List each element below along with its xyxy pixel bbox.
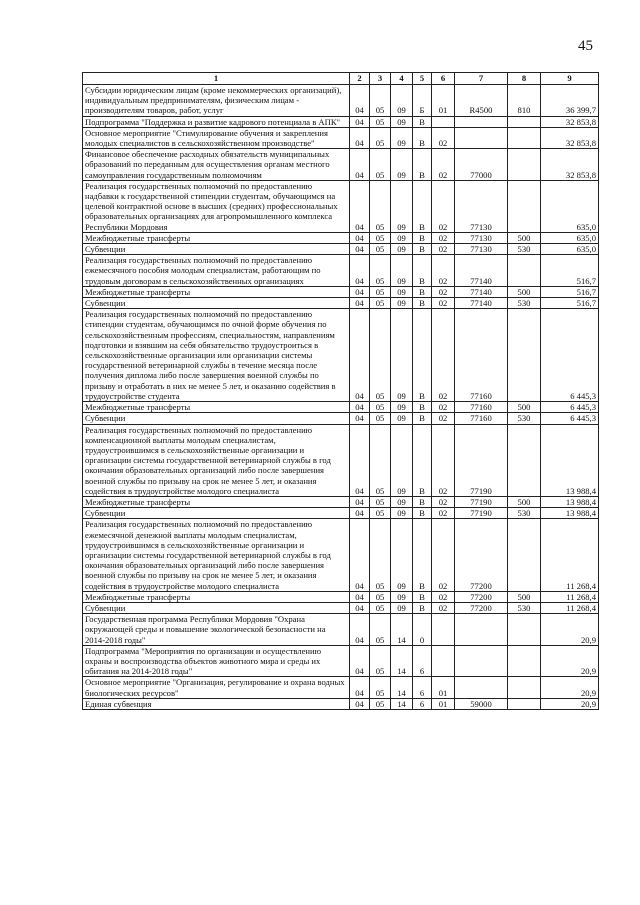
code-ministry: 04 — [350, 519, 370, 591]
code-event: 02 — [432, 180, 455, 232]
code-event: 02 — [432, 602, 455, 613]
code-program: В — [413, 286, 432, 297]
code-direction: 77190 — [455, 424, 508, 496]
code-expense-type — [508, 127, 541, 148]
row-name: Реализация государственных полномочий по предоставлению компенсационной выплаты молодым специалистам, трудоустроившимся в сельскохозяйственные организации и организации системы государственной ветеринарной службы в год окончания образовательных организаций либо после завершения военной службы по призыву на срок не менее 5 лет, и оказания содействия в трудоустройстве молодого специалиста — [83, 424, 350, 496]
row-name: Подпрограмма "Мероприятия по организации и осуществлению охраны и воспроизводства объектов животного мира и среды их обитания на 2014-2018 годы" — [83, 645, 350, 677]
code-direction: 77140 — [455, 298, 508, 309]
row-amount: 32 853,8 — [541, 149, 599, 181]
code-section: 05 — [370, 180, 391, 232]
code-section: 05 — [370, 614, 391, 646]
row-amount: 635,0 — [541, 244, 599, 255]
code-expense-type — [508, 614, 541, 646]
code-ministry: 04 — [350, 286, 370, 297]
code-expense-type: 500 — [508, 402, 541, 413]
code-section: 05 — [370, 677, 391, 698]
table-row — [83, 496, 599, 507]
code-event — [432, 645, 455, 677]
code-expense-type: 530 — [508, 244, 541, 255]
row-amount: 20,9 — [541, 645, 599, 677]
code-expense-type: 530 — [508, 508, 541, 519]
code-event: 02 — [432, 286, 455, 297]
row-name: Реализация государственных полномочий по предоставлению ежемесячного пособия молодым специалистам, работающим по трудовым договорам в сельскохозяйственных организациях — [83, 255, 350, 287]
code-event: 02 — [432, 255, 455, 287]
column-header: 4 — [391, 73, 413, 85]
row-amount: 6 445,3 — [541, 402, 599, 413]
code-direction: 77140 — [455, 286, 508, 297]
code-subsection: 09 — [391, 232, 413, 243]
code-subsection: 09 — [391, 149, 413, 181]
code-direction: 77200 — [455, 602, 508, 613]
code-expense-type: 810 — [508, 85, 541, 117]
code-direction: 77160 — [455, 402, 508, 413]
code-expense-type: 530 — [508, 298, 541, 309]
row-name: Межбюджетные трансферты — [83, 232, 350, 243]
code-program: В — [413, 402, 432, 413]
code-event — [432, 116, 455, 127]
column-header: 6 — [432, 73, 455, 85]
table-row — [83, 298, 599, 309]
code-expense-type — [508, 255, 541, 287]
table-row — [83, 413, 599, 424]
code-subsection: 09 — [391, 424, 413, 496]
code-direction: 59000 — [455, 698, 508, 709]
code-ministry: 04 — [350, 180, 370, 232]
table-row — [83, 424, 599, 496]
code-subsection: 09 — [391, 309, 413, 402]
code-subsection: 09 — [391, 286, 413, 297]
row-amount: 20,9 — [541, 698, 599, 709]
code-ministry: 04 — [350, 127, 370, 148]
code-ministry: 04 — [350, 496, 370, 507]
row-name: Субвенции — [83, 602, 350, 613]
table-row — [83, 591, 599, 602]
code-event: 01 — [432, 698, 455, 709]
column-header: 3 — [370, 73, 391, 85]
code-event: 02 — [432, 298, 455, 309]
code-event: 02 — [432, 591, 455, 602]
code-program: В — [413, 424, 432, 496]
row-amount: 516,7 — [541, 255, 599, 287]
code-ministry: 04 — [350, 232, 370, 243]
code-ministry: 04 — [350, 309, 370, 402]
row-amount: 32 853,8 — [541, 127, 599, 148]
code-expense-type: 500 — [508, 591, 541, 602]
code-section: 05 — [370, 591, 391, 602]
code-program: В — [413, 127, 432, 148]
row-name: Финансовое обеспечение расходных обязательств муниципальных образований по переданным для осуществления органам местного самоуправления государственным полномочиям — [83, 149, 350, 181]
row-name: Реализация государственных полномочий по предоставлению надбавки к государственной стипендии студентам, обучающимся на целевой контрактной основе в высших (средних) профессиональных образовательных организациях для агропромышленного комплекса Республики Мордовия — [83, 180, 350, 232]
row-amount: 20,9 — [541, 614, 599, 646]
page-number: 45 — [578, 38, 593, 54]
row-name: Реализация государственных полномочий по предоставлению ежемесячной денежной выплаты молодым специалистам, трудоустроившимся в сельскохозяйственные организации и организации системы государственной ветеринарной службы в год окончания образовательных организаций либо после завершения военной службы по призыву на срок не менее 5 лет, и оказания содействия в трудоустройстве молодого специалиста — [83, 519, 350, 591]
table-row — [83, 85, 599, 117]
table-row — [83, 698, 599, 709]
row-name: Субвенции — [83, 244, 350, 255]
code-section: 05 — [370, 424, 391, 496]
code-program: 0 — [413, 614, 432, 646]
code-subsection: 09 — [391, 508, 413, 519]
code-subsection: 09 — [391, 244, 413, 255]
code-subsection: 14 — [391, 677, 413, 698]
code-section: 05 — [370, 149, 391, 181]
code-section: 05 — [370, 244, 391, 255]
column-header: 5 — [413, 73, 432, 85]
row-amount: 13 988,4 — [541, 496, 599, 507]
column-header: 2 — [350, 73, 370, 85]
code-subsection: 14 — [391, 614, 413, 646]
code-direction — [455, 614, 508, 646]
table-row — [83, 645, 599, 677]
code-expense-type: 500 — [508, 232, 541, 243]
row-name: Единая субвенция — [83, 698, 350, 709]
code-ministry: 04 — [350, 298, 370, 309]
code-section: 05 — [370, 255, 391, 287]
code-section: 05 — [370, 127, 391, 148]
code-expense-type: 500 — [508, 496, 541, 507]
code-expense-type — [508, 698, 541, 709]
row-name: Субсидии юридическим лицам (кроме некоммерческих организаций), индивидуальным предпринимателям, физическим лицам - производителям товаров, работ, услуг — [83, 85, 350, 117]
code-subsection: 09 — [391, 402, 413, 413]
code-direction — [455, 127, 508, 148]
row-name: Межбюджетные трансферты — [83, 496, 350, 507]
code-expense-type — [508, 180, 541, 232]
row-name: Реализация государственных полномочий по предоставлению стипендии студентам, обучающимся по очной форме обучения по сельскохозяйственным профессиям, специальностям, направлениям подготовки и взявшим на себя обязательство трудоустроиться в сельскохозяйственные организации или организации системы государственной ветеринарной службы в течение месяца после получения диплома либо после завершения военной службы по призыву и отработать в них не менее 5 лет, и оказанию содействия в трудоустройстве студента — [83, 309, 350, 402]
table-row — [83, 286, 599, 297]
row-amount: 6 445,3 — [541, 413, 599, 424]
code-direction: 77130 — [455, 232, 508, 243]
code-event: 02 — [432, 149, 455, 181]
row-name: Основное мероприятие "Организация, регулирование и охрана водных биологических ресурсов" — [83, 677, 350, 698]
code-direction: 77130 — [455, 180, 508, 232]
code-direction — [455, 645, 508, 677]
code-subsection: 09 — [391, 85, 413, 117]
row-name: Межбюджетные трансферты — [83, 286, 350, 297]
code-event: 02 — [432, 402, 455, 413]
code-event: 02 — [432, 232, 455, 243]
column-header: 8 — [508, 73, 541, 85]
row-amount: 6 445,3 — [541, 309, 599, 402]
code-event: 02 — [432, 413, 455, 424]
code-section: 05 — [370, 116, 391, 127]
code-direction: 77160 — [455, 413, 508, 424]
code-event: 02 — [432, 496, 455, 507]
code-subsection: 14 — [391, 645, 413, 677]
code-section: 05 — [370, 298, 391, 309]
code-section: 05 — [370, 413, 391, 424]
row-name: Субвенции — [83, 508, 350, 519]
table-row — [83, 149, 599, 181]
code-direction: 77200 — [455, 519, 508, 591]
table-row — [83, 180, 599, 232]
code-section: 05 — [370, 232, 391, 243]
code-subsection: 09 — [391, 519, 413, 591]
row-amount: 13 988,4 — [541, 508, 599, 519]
row-amount: 11 268,4 — [541, 519, 599, 591]
code-ministry: 04 — [350, 413, 370, 424]
table-row — [83, 614, 599, 646]
row-amount: 516,7 — [541, 298, 599, 309]
code-program: В — [413, 496, 432, 507]
row-name: Субвенции — [83, 413, 350, 424]
code-ministry: 04 — [350, 402, 370, 413]
budget-table — [82, 72, 599, 710]
code-expense-type — [508, 116, 541, 127]
code-subsection: 09 — [391, 255, 413, 287]
code-event: 02 — [432, 127, 455, 148]
code-section: 05 — [370, 309, 391, 402]
code-expense-type — [508, 677, 541, 698]
column-header: 7 — [455, 73, 508, 85]
code-subsection: 09 — [391, 127, 413, 148]
code-section: 05 — [370, 602, 391, 613]
table-row — [83, 677, 599, 698]
code-direction: 77190 — [455, 508, 508, 519]
table-row — [83, 519, 599, 591]
row-amount: 11 268,4 — [541, 602, 599, 613]
code-program: В — [413, 298, 432, 309]
code-direction: R4500 — [455, 85, 508, 117]
row-name: Субвенции — [83, 298, 350, 309]
code-event: 01 — [432, 677, 455, 698]
table-row — [83, 127, 599, 148]
code-event: 01 — [432, 85, 455, 117]
code-direction — [455, 677, 508, 698]
code-section: 05 — [370, 645, 391, 677]
code-ministry: 04 — [350, 85, 370, 117]
code-ministry: 04 — [350, 591, 370, 602]
code-program: В — [413, 244, 432, 255]
code-ministry: 04 — [350, 149, 370, 181]
row-amount: 32 853,8 — [541, 116, 599, 127]
code-direction: 77190 — [455, 496, 508, 507]
code-expense-type: 500 — [508, 286, 541, 297]
code-direction: 77130 — [455, 244, 508, 255]
header-row — [83, 73, 599, 85]
code-program: В — [413, 519, 432, 591]
table-row — [83, 309, 599, 402]
code-subsection: 09 — [391, 591, 413, 602]
code-event: 02 — [432, 519, 455, 591]
code-expense-type — [508, 149, 541, 181]
code-ministry: 04 — [350, 677, 370, 698]
code-subsection: 09 — [391, 602, 413, 613]
table-row — [83, 255, 599, 287]
code-ministry: 04 — [350, 244, 370, 255]
code-program: В — [413, 116, 432, 127]
table-row — [83, 232, 599, 243]
row-name: Межбюджетные трансферты — [83, 591, 350, 602]
code-subsection: 09 — [391, 180, 413, 232]
code-program: В — [413, 508, 432, 519]
code-event — [432, 614, 455, 646]
code-section: 05 — [370, 85, 391, 117]
code-ministry: 04 — [350, 255, 370, 287]
code-program: Б — [413, 85, 432, 117]
code-ministry: 04 — [350, 614, 370, 646]
code-program: В — [413, 149, 432, 181]
code-expense-type — [508, 309, 541, 402]
code-ministry: 04 — [350, 645, 370, 677]
table-row — [83, 602, 599, 613]
code-event: 02 — [432, 508, 455, 519]
code-direction — [455, 116, 508, 127]
code-section: 05 — [370, 519, 391, 591]
code-program: В — [413, 602, 432, 613]
row-name: Основное мероприятие "Стимулирование обучения и закрепления молодых специалистов в сельскохозяйственном производстве" — [83, 127, 350, 148]
column-header: 1 — [83, 73, 350, 85]
code-expense-type: 530 — [508, 602, 541, 613]
code-event: 02 — [432, 309, 455, 402]
code-expense-type — [508, 424, 541, 496]
code-event: 02 — [432, 424, 455, 496]
code-direction: 77160 — [455, 309, 508, 402]
row-name: Межбюджетные трансферты — [83, 402, 350, 413]
code-expense-type — [508, 519, 541, 591]
row-amount: 635,0 — [541, 232, 599, 243]
code-direction: 77200 — [455, 591, 508, 602]
code-program: В — [413, 413, 432, 424]
row-name: Подпрограмма "Поддержка и развитие кадрового потенциала в АПК" — [83, 116, 350, 127]
code-subsection: 09 — [391, 496, 413, 507]
table-row — [83, 116, 599, 127]
column-header: 9 — [541, 73, 599, 85]
code-expense-type: 530 — [508, 413, 541, 424]
code-program: В — [413, 180, 432, 232]
code-program: В — [413, 591, 432, 602]
table-row — [83, 402, 599, 413]
code-section: 05 — [370, 508, 391, 519]
row-amount: 11 268,4 — [541, 591, 599, 602]
code-section: 05 — [370, 698, 391, 709]
code-program: В — [413, 232, 432, 243]
row-amount: 516,7 — [541, 286, 599, 297]
row-amount: 13 988,4 — [541, 424, 599, 496]
code-ministry: 04 — [350, 116, 370, 127]
code-expense-type — [508, 645, 541, 677]
code-program: 6 — [413, 645, 432, 677]
code-subsection: 09 — [391, 413, 413, 424]
code-program: 6 — [413, 677, 432, 698]
row-amount: 36 399,7 — [541, 85, 599, 117]
table-row — [83, 244, 599, 255]
code-subsection: 09 — [391, 298, 413, 309]
code-program: 6 — [413, 698, 432, 709]
code-subsection: 14 — [391, 698, 413, 709]
row-amount: 20,9 — [541, 677, 599, 698]
table-row — [83, 508, 599, 519]
code-ministry: 04 — [350, 508, 370, 519]
code-direction: 77140 — [455, 255, 508, 287]
code-section: 05 — [370, 286, 391, 297]
row-amount: 635,0 — [541, 180, 599, 232]
row-name: Государственная программа Республики Мордовия "Охрана окружающей среды и повышение экологической безопасности на 2014-2018 годы" — [83, 614, 350, 646]
code-ministry: 04 — [350, 698, 370, 709]
code-program: В — [413, 255, 432, 287]
code-ministry: 04 — [350, 424, 370, 496]
code-program: В — [413, 309, 432, 402]
code-ministry: 04 — [350, 602, 370, 613]
code-subsection: 09 — [391, 116, 413, 127]
code-event: 02 — [432, 244, 455, 255]
code-direction: 77000 — [455, 149, 508, 181]
code-section: 05 — [370, 496, 391, 507]
code-section: 05 — [370, 402, 391, 413]
